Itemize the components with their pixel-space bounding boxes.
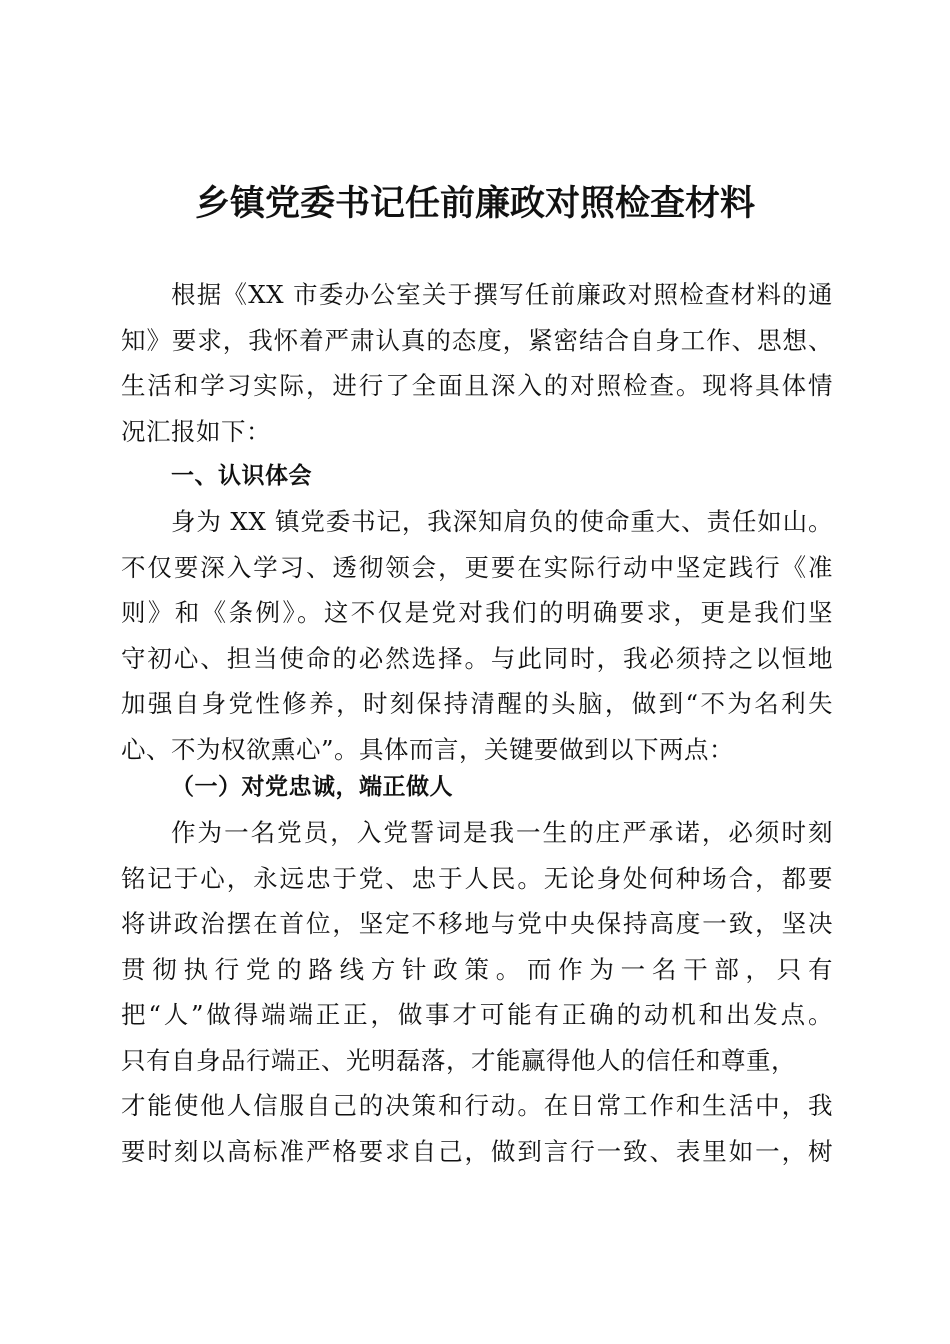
paragraph-line: 只有自身品行端正、光明磊落，才能赢得他人的信任和尊重， xyxy=(121,1045,796,1075)
paragraph-line: 要时刻以高标准严格要求自己，做到言行一致、表里如一，树 xyxy=(121,1136,833,1166)
subsection-paragraph xyxy=(121,810,833,1174)
paragraph-line: 不仅要深入学习、透彻领会，更要在实际行动中坚定践行《准 xyxy=(121,552,833,582)
paragraph-line: 心、不为权欲熏心”。具体而言，关键要做到以下两点： xyxy=(121,734,735,764)
paragraph-line: 铭记于心，永远忠于党、忠于人民。无论身处何种场合，都要 xyxy=(121,863,833,893)
paragraph-line: 况汇报如下： xyxy=(121,416,271,446)
paragraph-line: 才能使他人信服自己的决策和行动。在日常工作和生活中，我 xyxy=(121,1091,833,1120)
paragraph-line: 根据《XX 市委办公室关于撰写任前廉政对照检查材料的通 xyxy=(171,280,833,309)
paragraph-line: 作为一名党员，入党誓词是我一生的庄严承诺，必须时刻 xyxy=(171,818,833,847)
paragraph-line: 将讲政治摆在首位，坚定不移地与党中央保持高度一致，坚决 xyxy=(121,909,833,938)
paragraph-line: 生活和学习实际，进行了全面且深入的对照检查。现将具体情 xyxy=(121,371,833,400)
subsection-heading xyxy=(121,765,833,811)
section-paragraph xyxy=(121,499,833,772)
paragraph-line: 贯彻执行党的路线方针政策。而作为一名干部，只有 xyxy=(121,954,833,984)
subsection-heading-text: （一）对党忠诚，端正做人 xyxy=(171,774,453,800)
section-heading xyxy=(121,454,833,500)
paragraph-line: 知》要求，我怀着严肃认真的态度，紧密结合自身工作、思想、 xyxy=(121,325,833,355)
paragraph-line: 则》和《条例》。这不仅是党对我们的明确要求，更是我们坚 xyxy=(121,598,833,627)
section-heading-text: 一、认识体会 xyxy=(171,463,312,489)
intro-paragraph xyxy=(121,272,833,454)
document-title: 乡镇党委书记任前廉政对照检查材料 xyxy=(194,183,755,224)
paragraph-line: 把“人”做得端端正正，做事才可能有正确的动机和出发点。 xyxy=(121,1000,833,1029)
paragraph-line: 加强自身党性修养，时刻保持清醒的头脑，做到“不为名利失 xyxy=(121,689,833,718)
paragraph-line: 身为 XX 镇党委书记，我深知肩负的使命重大、责任如山。 xyxy=(171,507,833,536)
paragraph-line: 守初心、担当使命的必然选择。与此同时，我必须持之以恒地 xyxy=(121,643,833,673)
